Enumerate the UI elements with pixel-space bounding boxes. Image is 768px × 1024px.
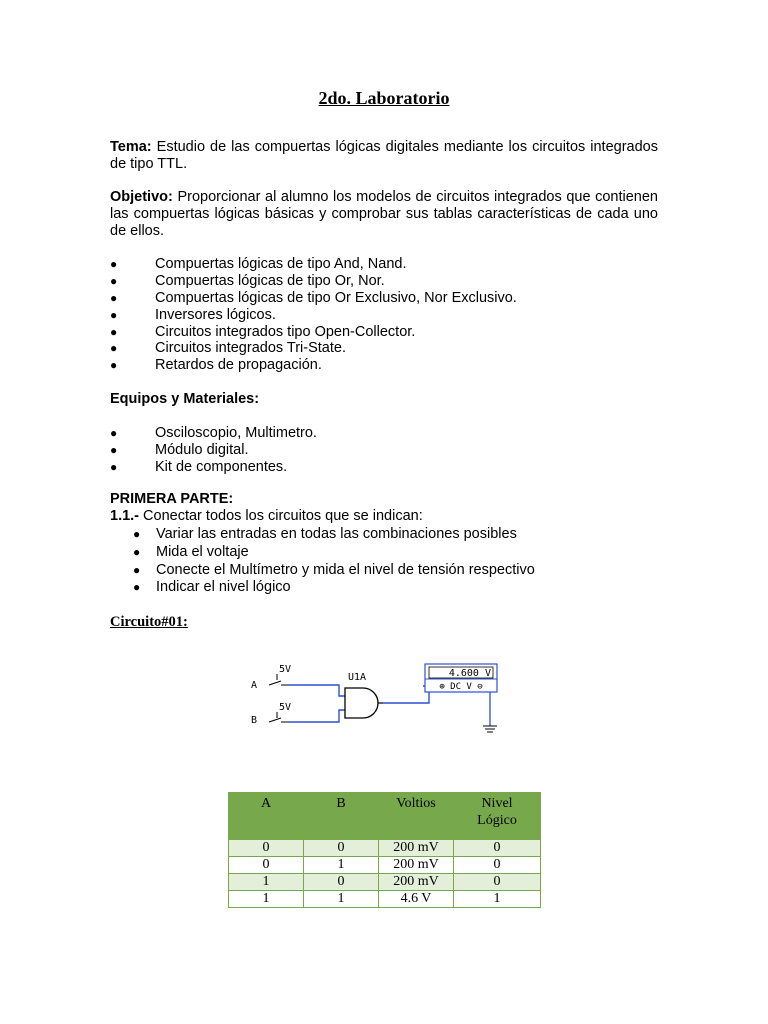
truth-table bbox=[228, 792, 541, 908]
primera-parte-heading: PRIMERA PARTE: bbox=[110, 491, 234, 507]
table-row: 0 1 200 mV 0 bbox=[229, 857, 541, 874]
bullet-icon: ● bbox=[133, 527, 141, 541]
meter-reading: 4.600 V bbox=[448, 668, 491, 679]
bullet-icon: ● bbox=[110, 459, 118, 474]
bullet-icon: ● bbox=[110, 324, 118, 339]
table-header-row bbox=[229, 793, 541, 840]
list-item: ● Indicar el nivel lógico bbox=[133, 579, 291, 596]
list-item: ● Variar las entradas en todas las combinaciones posibles bbox=[133, 526, 517, 542]
switch-b bbox=[269, 712, 289, 722]
step-items-list bbox=[133, 526, 673, 597]
bullet-icon: ● bbox=[110, 273, 118, 288]
supply-b-label: 5V bbox=[279, 702, 292, 713]
bullet-icon: ● bbox=[110, 290, 118, 305]
list-item: ● Compuertas lógicas de tipo Or Exclusivo, Nor Exclusivo. bbox=[110, 289, 517, 306]
list-item: ● Inversores lógicos. bbox=[110, 306, 276, 323]
input-b-label: B bbox=[251, 715, 258, 726]
equipos-list bbox=[110, 425, 670, 476]
list-item: ● Compuertas lógicas de tipo Or, Nor. bbox=[110, 272, 385, 289]
topics-list bbox=[110, 256, 670, 374]
objetivo-label: Objetivo: bbox=[110, 189, 173, 205]
circuit-label: Circuito#01: bbox=[110, 614, 188, 630]
table-row: 1 0 200 mV 0 bbox=[229, 874, 541, 891]
meter-mode: ⊕ DC V ⊖ bbox=[439, 682, 483, 692]
input-a-label: A bbox=[251, 680, 258, 691]
bullet-icon: ● bbox=[110, 341, 118, 356]
objetivo-paragraph bbox=[110, 189, 658, 240]
list-item: ● Retardos de propagación. bbox=[110, 357, 322, 374]
bullet-icon: ● bbox=[110, 426, 118, 440]
step-label: 1.1.- bbox=[110, 508, 140, 524]
col-header-a: A bbox=[229, 793, 304, 840]
col-header-voltios: Voltios bbox=[379, 793, 454, 840]
wires bbox=[289, 685, 429, 722]
and-gate-circuit-diagram bbox=[245, 658, 505, 738]
bullet-icon: ● bbox=[110, 307, 118, 322]
supply-a-label: 5V bbox=[279, 664, 292, 675]
list-item: ● Conecte el Multímetro y mida el nivel de tensión respectivo bbox=[133, 561, 535, 578]
step-text: Conectar todos los circuitos que se indican: bbox=[143, 508, 423, 524]
equipos-heading: Equipos y Materiales: bbox=[110, 391, 260, 407]
list-item: ● Compuertas lógicas de tipo And, Nand. bbox=[110, 256, 407, 272]
bullet-icon: ● bbox=[110, 257, 118, 271]
multimeter bbox=[425, 664, 497, 692]
list-item: ● Circuitos integrados Tri-State. bbox=[110, 340, 346, 357]
list-item: ● Módulo digital. bbox=[110, 441, 249, 458]
col-header-nivel-logico: Nivel Lógico bbox=[454, 793, 541, 840]
bullet-icon: ● bbox=[110, 358, 118, 373]
col-header-b: B bbox=[304, 793, 379, 840]
gate-label: U1A bbox=[348, 672, 367, 683]
table-row: 0 0 200 mV 0 bbox=[229, 840, 541, 857]
bullet-icon: ● bbox=[110, 442, 118, 457]
bullet-icon: ● bbox=[133, 544, 141, 559]
tema-paragraph bbox=[110, 139, 658, 173]
bullet-icon: ● bbox=[133, 580, 141, 595]
tema-label: Tema: bbox=[110, 139, 152, 155]
and-gate-symbol bbox=[345, 688, 378, 718]
tema-text: Estudio de las compuertas lógicas digitales mediante los circuitos integrados de tipo TTL. bbox=[110, 139, 658, 172]
list-item: ● Osciloscopio, Multimetro. bbox=[110, 425, 317, 441]
list-item: ● Kit de componentes. bbox=[110, 458, 288, 475]
list-item: ● Mida el voltaje bbox=[133, 543, 249, 560]
bullet-icon: ● bbox=[133, 562, 141, 577]
table-row: 1 1 4.6 V 1 bbox=[229, 891, 541, 908]
step-1-1 bbox=[110, 508, 423, 525]
objetivo-text: Proporcionar al alumno los modelos de circuitos integrados que contienen las compuertas lógicas básicas y comprobar sus tablas características de cada uno de ellos. bbox=[110, 189, 658, 239]
list-item: ● Circuitos integrados tipo Open-Collector. bbox=[110, 323, 416, 340]
page-title: 2do. Laboratorio bbox=[318, 88, 450, 108]
ground-icon bbox=[483, 692, 497, 732]
switch-a bbox=[269, 674, 289, 685]
